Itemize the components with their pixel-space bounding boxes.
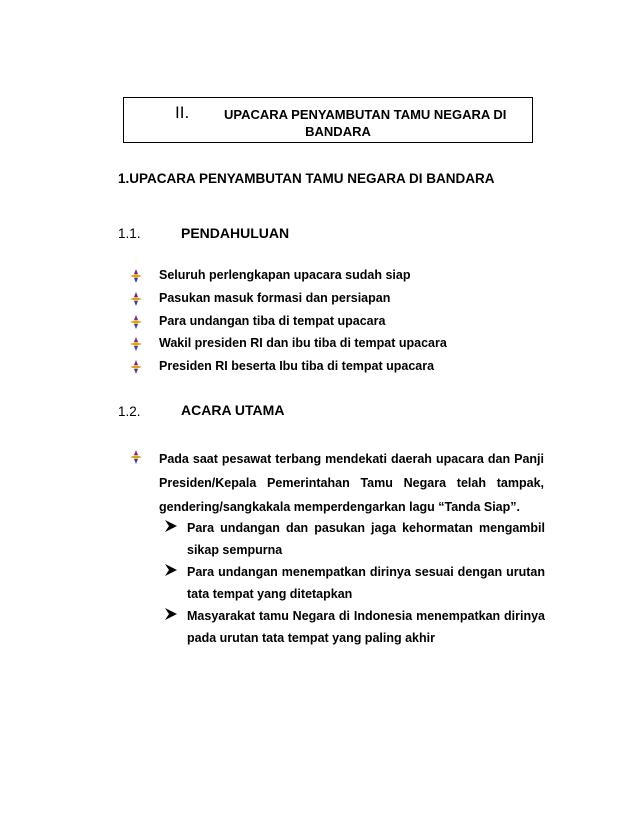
diamond-bullet-icon [130,450,142,464]
list-item-text: Presiden RI beserta Ibu tiba di tempat upacara [159,359,435,373]
list-item-text: Para undangan tiba di tempat upacara [159,314,386,328]
arrow-right-icon [165,608,177,620]
chapter-title-box [123,97,533,143]
arrow-right-icon [165,564,177,576]
main-heading: 1.UPACARA PENYAMBUTAN TAMU NEGARA DI BANDARA [118,171,495,186]
list-item [165,517,545,561]
list-item-text: Masyarakat tamu Negara di Indonesia menempatkan dirinya pada urutan tata tempat yang paling akhir [187,609,545,645]
list-item-text: Wakil presiden RI dan ibu tiba di tempat upacara [159,336,447,350]
section-1-number: 1.1. [118,226,141,241]
list-item-text: Para undangan menempatkan dirinya sesuai dengan urutan tata tempat yang ditetapkan [187,565,545,601]
chapter-title-line1: UPACARA PENYAMBUTAN TAMU NEGARA DI [224,107,507,122]
list-item-text: Pasukan masuk formasi dan persiapan [159,291,391,305]
chapter-title-line2: BANDARA [305,124,371,139]
list-item-text: Para undangan dan pasukan jaga kehormatan mengambil sikap sempurna [187,521,545,557]
diamond-bullet-icon [130,360,142,374]
section-1-title: PENDAHULUAN [181,225,290,241]
diamond-bullet-icon [130,315,142,329]
list-item [165,561,545,605]
diamond-bullet-icon [130,292,142,306]
list-item [165,605,545,649]
list-item-text: Seluruh perlengkapan upacara sudah siap [159,268,411,282]
diamond-bullet-icon [130,337,142,351]
main-paragraph: Pada saat pesawat terbang mendekati daerah upacara dan Panji Presiden/Kepala Pemerintahan Tamu Negara telah tampak, gendering/sangkakala memperdengarkan lagu “Tanda Siap”. [159,452,544,514]
chapter-number: II. [175,103,190,122]
diamond-bullet-icon [130,269,142,283]
arrow-right-icon [165,520,177,532]
section-2-number: 1.2. [118,404,141,419]
section-2-title: ACARA UTAMA [181,402,285,418]
